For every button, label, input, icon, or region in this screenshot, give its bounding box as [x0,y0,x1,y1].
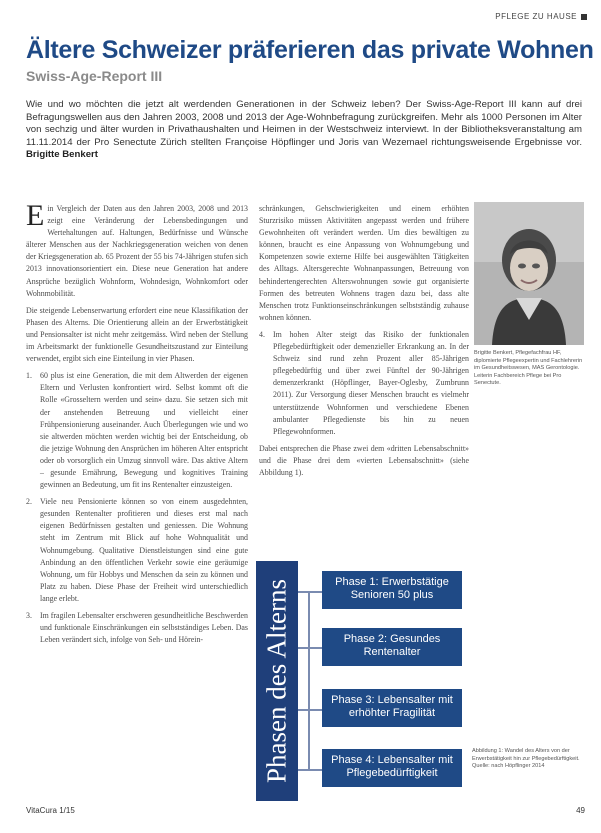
body-paragraph-1-text: in Vergleich der Daten aus den Jahren 2003, 2008 und 2013 zeigt eine Veränderung der Lebensbedingungen und Wertehaltungen auf. Haltungen, Bedürfnisse und Wünsche älterer Menschen aus der Nachkriegsgeneration weichen von denen der Kriegsgeneration ab. 65 Prozent der 55 bis 74-Jährigen stufen sich 2013 innovationsorientiert ein. Diese neue Generation hat andere Ansprüche bezüglich Wohnform, Wohndesign, Wohnkomfort oder Wohnmobilität. [26,204,248,298]
figure-band [256,561,298,801]
author-portrait [474,202,584,345]
page-title: Ältere Schweizer präferieren das private Wohnen [26,36,594,64]
lead-text: Wie und wo möchten die jetzt alt werdenden Generationen in der Schweiz leben? Der Swiss-Age-Report III kann auf drei Befragungswellen aus den Jahren 2003, 2008 und 2013 der Age-Wohnbefragung zurückgreifen. Mehr als 1000 Personen im Alter von sechzig und älter wurden in Privathaushalten und Heimen in der Westschweiz interviewt. In der Bibliotheksveranstaltung am 11.11.2014 der Pro Senectute Zürich stellten Françoise Höpflinger und Joris van Wezemael richtungsweisende Ergebnisse vor. [26,99,582,148]
list-text: Im hohen Alter steigt das Risiko der funktionalen Pflegebedürftigkeit oder demenzieller Erkrankung an. In der Schweiz sind rund zehn Prozent aller 85-Jährigen pflegebedürftig und über zwei Fünftel der 90-Jährigen demenzerkrankt (Höpflinger, Bayer-Oglesby, Zumbrunn 2011). Zur Versorgung dieser Menschen braucht es vielmehr unterstützende Wohnformen und verschiedene Ebenen ambulanter Pflegedienste bis hin zu neuen Pflegewohnformen. [273,329,469,436]
phases-figure [256,561,466,801]
body-paragraph-continued: schränkungen, Gehschwierigkeiten und einem erhöhten Sturzrisiko müssen Aktivitäten angepasst werden und frühere Gewohnheiten oft verändert werden. Um dies bewältigen zu können, braucht es eine Anpassung von Wohnumgebung und Kompetenzen sowie externe Hilfe bei ausgewählten Tätigkeiten des Alltags. Altersgerechte Wohnanpassungen, Betreuung von behindertengerechten Alterswohnungen sowie gut organisierte Formen des betreuten Wohnens tragen dazu bei, dass alte Menschen trotz Funktionseinschränkungen selbstständig zuhause wohnen können. [259,204,469,322]
portrait-image [474,202,584,345]
phase-list-continued [259,329,469,438]
section-marker-icon [581,14,587,20]
section-tag [495,12,587,21]
portrait-caption: Brigitte Benkert, Pflegefachfrau HF, diplomierte Pflegeexpertin und Fachlehrerin im Gesundheitswesen, MAS Gerontologie. Leiterin Fachbereich Pflege bei Pro Senectute. [474,350,583,386]
phase-box-1: Phase 1: Erwerbstätige Senioren 50 plus [322,571,462,609]
connector-line [298,769,322,771]
figure-band-label: Phasen des Alterns [261,579,292,783]
body-column-middle [259,203,469,553]
lead-paragraph [26,99,582,162]
list-number: 2. [26,497,32,507]
page-number: 49 [576,806,585,815]
connector-line [298,709,322,711]
body-column-left [26,203,248,805]
dropcap: E [26,203,45,232]
list-number: 1. [26,371,32,381]
author-name: Brigitte Benkert [26,149,98,161]
list-text: Viele neu Pensionierte können so von einem ausgedehnten, gesunden Rentenalter profitieren und dieses erst mal nach eigenen Bedürfnissen gestalten und geniessen. Die Wohnung steht im Zentrum mit Blick auf hohe Wohnqualität und Wohnumgebung. Qualitative Dienstleistungen sind eine gute Anbindung an den öffentlichen Verkehr sowie eine geräumige Wohnung, um für Hobbys und Menschen da sein zu können und Platz zu haben. Diese Phase der Freiheit wird unterschiedlich lange erlebt. [40,497,248,603]
figure-caption: Abbildung 1: Wandel des Alters von der Erwerbstätigkeit hin zur Pflegebedürftigkeit. Quelle: nach Höpflinger 2014 [472,748,580,769]
list-text: Im fragilen Lebensalter erschweren gesundheitliche Beschwerden und funktionale Einschränkungen ein selbstständiges Leben. Das Leben verändert sich, infolge von Seh- und Hörein- [40,611,248,645]
body-paragraph-2: Die steigende Lebenserwartung erfordert eine neue Klassifikation der Phasen des Alterns. Die Orientierung allein an der Erwerbstätigkeit und Pensionsalter ist nicht mehr zeitgemäss. Wird neben der Stellung im Arbeitsmarkt der funktionelle Gesundheitszustand zur Einteilung verwendet, ergibt sich eine Einteilung in vier Phasen. [26,305,248,364]
page-subtitle: Swiss-Age-Report III [26,68,163,84]
section-tag-label: PFLEGE ZU HAUSE [495,12,577,21]
connector-line [298,591,322,593]
list-item [26,496,248,605]
body-paragraph-1 [26,203,248,300]
list-item [259,329,469,438]
list-item [26,370,248,491]
footer-publication: VitaCura 1/15 [26,806,75,815]
phase-box-3: Phase 3: Lebensalter mit erhöhter Fragilität [322,689,462,727]
list-number: 4. [259,329,265,339]
phase-list [26,370,248,646]
list-item [26,610,248,646]
connector-vertical [308,591,310,771]
list-text: 60 plus ist eine Generation, die mit dem Altwerden der eigenen Eltern und Verlusten konfrontiert wird. Selbst kommt oft die Rolle «Grosseltern werden und sein» dazu. Sie setzen sich mit der anstehenden Betreuung und vielleicht einer Frühpensionierung auseinander. Auch Überlegungen wie und wo sie altwerden möchten werden wichtig bei der Entscheidung, ob die jetzige Wohnung den Ansprüchen im höheren Alter entspricht oder ob vorsorglich ein Umzug sinnvoll wäre. Das aktive Altern – gesunde Ernährung, Bewegung und kognitives Training gewinnen an Bedeutung, um fit ins Rentenalter einzusteigen. [40,371,248,490]
list-number: 3. [26,611,32,620]
phase-box-4: Phase 4: Lebensalter mit Pflegebedürftigkeit [322,749,462,787]
phase-box-2: Phase 2: Gesundes Rentenalter [322,628,462,666]
body-paragraph-summary: Dabei entsprechen die Phase zwei dem «dritten Lebensabschnitt» und die Phase drei dem «vierten Lebensabschnitt» (siehe Abbildung 1). [259,443,469,477]
connector-line [298,647,322,649]
